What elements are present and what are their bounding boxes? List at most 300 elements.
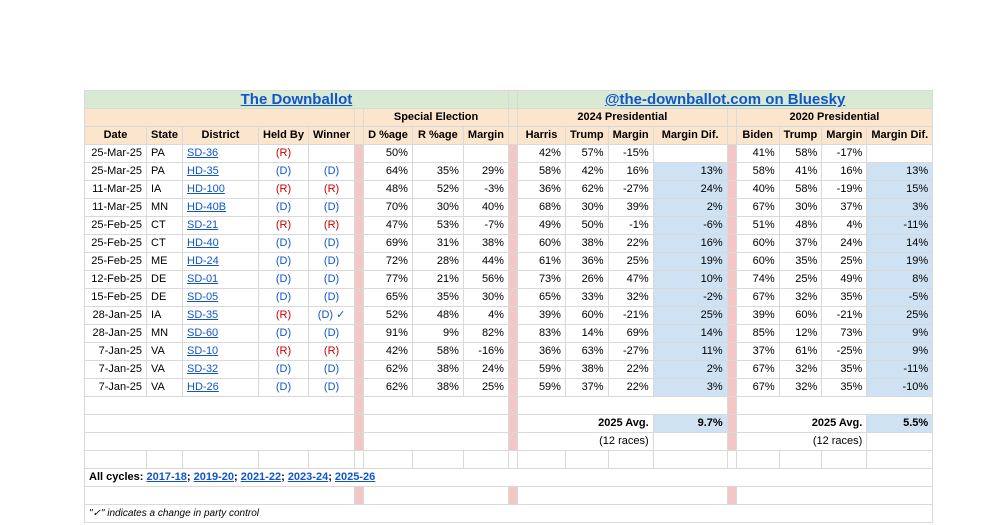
harris-cell: 65% <box>517 289 565 307</box>
date-cell: 7-Jan-25 <box>85 379 147 397</box>
trump-2024-cell: 50% <box>565 217 608 235</box>
column-header-row <box>85 127 933 145</box>
margin-dif-2020-cell: 9% <box>867 325 933 343</box>
margin-cell: 56% <box>463 271 508 289</box>
district-cell <box>183 235 259 253</box>
margin-dif-2024-cell: 25% <box>653 307 727 325</box>
margin-dif-2020-cell: -11% <box>867 361 933 379</box>
harris-cell: 83% <box>517 325 565 343</box>
margin-2024-cell: -27% <box>608 343 653 361</box>
election-results-sheet <box>84 90 933 523</box>
harris-cell: 68% <box>517 199 565 217</box>
date-cell: 28-Jan-25 <box>85 307 147 325</box>
district-link[interactable]: SD-60 <box>187 327 219 339</box>
district-cell <box>183 361 259 379</box>
margin-dif-2020-cell: 3% <box>867 199 933 217</box>
column-divider <box>508 289 517 307</box>
column-divider <box>727 109 736 127</box>
biden-cell: 67% <box>736 199 779 217</box>
date-cell: 7-Jan-25 <box>85 361 147 379</box>
district-link[interactable]: SD-10 <box>187 345 219 357</box>
winner-party: (R) <box>323 345 340 357</box>
held-by-cell: (D) <box>259 325 309 343</box>
cycle-link[interactable]: 2025-26 <box>334 471 376 483</box>
margin-2020-cell: 49% <box>822 271 867 289</box>
date-cell: 25-Mar-25 <box>85 145 147 163</box>
winner-cell <box>308 253 354 271</box>
column-divider <box>355 361 364 379</box>
cycle-link[interactable]: 2021-22 <box>240 471 282 483</box>
biden-cell: 51% <box>736 217 779 235</box>
trump-2020-cell: 32% <box>779 361 822 379</box>
col-header-margin-dif-2024: Margin Dif. <box>653 127 727 145</box>
margin-cell: -16% <box>463 343 508 361</box>
col-header-margin-2020: Margin <box>822 127 867 145</box>
margin-dif-2024-cell: 10% <box>653 271 727 289</box>
trump-2020-cell: 32% <box>779 379 822 397</box>
winner-party: (R) <box>323 219 340 231</box>
margin-2024-cell: -27% <box>608 181 653 199</box>
col-header-trump-2024: Trump <box>565 127 608 145</box>
trump-2020-cell: 60% <box>779 307 822 325</box>
district-cell <box>183 379 259 397</box>
column-divider <box>355 253 364 271</box>
harris-cell: 61% <box>517 253 565 271</box>
column-divider <box>508 271 517 289</box>
races-note-2024: (12 races) <box>517 433 653 451</box>
district-link[interactable]: HD-26 <box>187 381 219 393</box>
trump-2024-cell: 57% <box>565 145 608 163</box>
column-divider <box>727 235 736 253</box>
margin-dif-2024-cell: 24% <box>653 181 727 199</box>
margin-dif-2024-cell: -2% <box>653 289 727 307</box>
winner-party: (D) <box>323 363 340 375</box>
races-count-row <box>85 433 933 451</box>
column-divider <box>355 109 364 127</box>
trump-2020-cell: 61% <box>779 343 822 361</box>
margin-2024-cell: -1% <box>608 217 653 235</box>
column-divider <box>355 433 364 451</box>
winner-party: (D) <box>323 255 340 267</box>
district-cell <box>183 325 259 343</box>
trump-2024-cell: 42% <box>565 163 608 181</box>
trump-2020-cell: 12% <box>779 325 822 343</box>
column-divider <box>508 343 517 361</box>
trump-2020-cell: 25% <box>779 271 822 289</box>
d-pct-cell: 77% <box>364 271 413 289</box>
table-row <box>85 307 933 325</box>
winner-party: (D) <box>323 291 340 303</box>
column-divider <box>727 289 736 307</box>
winner-party: (D) <box>323 273 340 285</box>
d-pct-cell: 70% <box>364 199 413 217</box>
winner-party: (R) <box>323 183 340 195</box>
district-cell <box>183 217 259 235</box>
table-row <box>85 253 933 271</box>
margin-cell: 24% <box>463 361 508 379</box>
state-cell: MN <box>147 199 183 217</box>
col-header-margin-dif-2020: Margin Dif. <box>867 127 933 145</box>
margin-cell: -3% <box>463 181 508 199</box>
margin-cell: 82% <box>463 325 508 343</box>
biden-cell: 60% <box>736 235 779 253</box>
spacer-row <box>85 487 933 505</box>
cycle-link[interactable]: 2023-24 <box>287 471 329 483</box>
d-pct-cell: 62% <box>364 379 413 397</box>
trump-2024-cell: 62% <box>565 181 608 199</box>
col-header-biden: Biden <box>736 127 779 145</box>
winner-party: (D) <box>323 201 340 213</box>
bluesky-title-link[interactable]: @the-downballot.com on Bluesky <box>517 91 932 109</box>
column-divider <box>727 361 736 379</box>
d-pct-cell: 48% <box>364 181 413 199</box>
district-link[interactable]: SD-35 <box>187 309 219 321</box>
trump-2020-cell: 48% <box>779 217 822 235</box>
column-divider <box>355 271 364 289</box>
margin-dif-2020-cell: -11% <box>867 217 933 235</box>
biden-cell: 67% <box>736 379 779 397</box>
margin-2020-cell: 35% <box>822 361 867 379</box>
winner-cell <box>308 181 354 199</box>
biden-cell: 74% <box>736 271 779 289</box>
r-pct-cell: 35% <box>412 163 463 181</box>
date-cell: 7-Jan-25 <box>85 343 147 361</box>
r-pct-cell: 31% <box>412 235 463 253</box>
district-link[interactable]: SD-05 <box>187 291 219 303</box>
margin-cell <box>463 145 508 163</box>
margin-dif-2020-cell: 25% <box>867 307 933 325</box>
district-cell <box>183 271 259 289</box>
col-header-r-pct: R %age <box>412 127 463 145</box>
column-divider <box>508 145 517 163</box>
winner-cell <box>308 289 354 307</box>
margin-2024-cell: 25% <box>608 253 653 271</box>
column-divider <box>355 325 364 343</box>
margin-2024-cell: -21% <box>608 307 653 325</box>
state-cell: IA <box>147 181 183 199</box>
margin-2020-cell: 35% <box>822 379 867 397</box>
harris-cell: 49% <box>517 217 565 235</box>
margin-2020-cell: 4% <box>822 217 867 235</box>
r-pct-cell: 30% <box>412 199 463 217</box>
margin-cell: 44% <box>463 253 508 271</box>
d-pct-cell: 91% <box>364 325 413 343</box>
table-row <box>85 181 933 199</box>
state-cell: PA <box>147 145 183 163</box>
harris-cell: 58% <box>517 163 565 181</box>
district-link[interactable]: HD-35 <box>187 165 219 177</box>
r-pct-cell: 35% <box>412 289 463 307</box>
col-header-harris: Harris <box>517 127 565 145</box>
column-divider <box>727 181 736 199</box>
column-divider <box>727 487 736 505</box>
column-divider <box>727 343 736 361</box>
trump-2024-cell: 60% <box>565 307 608 325</box>
winner-cell <box>308 235 354 253</box>
margin-dif-2024-cell: 14% <box>653 325 727 343</box>
winner-cell <box>308 379 354 397</box>
column-divider <box>355 487 364 505</box>
cycle-link[interactable]: 2019-20 <box>193 471 234 483</box>
avg-2024-label: 2025 Avg. <box>517 415 653 433</box>
margin-2020-cell: 73% <box>822 325 867 343</box>
margin-2024-cell: 22% <box>608 235 653 253</box>
margin-dif-2020-cell <box>867 145 933 163</box>
table-row <box>85 343 933 361</box>
margin-2024-cell: 47% <box>608 271 653 289</box>
avg-2020-label: 2025 Avg. <box>736 415 867 433</box>
r-pct-cell <box>412 145 463 163</box>
section-header-row <box>85 109 933 127</box>
column-divider <box>508 325 517 343</box>
margin-2020-cell: -21% <box>822 307 867 325</box>
margin-2024-cell: 16% <box>608 163 653 181</box>
footnote-row <box>85 505 933 523</box>
margin-2024-cell: 22% <box>608 361 653 379</box>
avg-2020-value: 5.5% <box>867 415 933 433</box>
harris-cell: 59% <box>517 379 565 397</box>
harris-cell: 36% <box>517 181 565 199</box>
date-cell: 25-Feb-25 <box>85 235 147 253</box>
r-pct-cell: 58% <box>412 343 463 361</box>
district-cell <box>183 199 259 217</box>
column-divider <box>727 145 736 163</box>
r-pct-cell: 9% <box>412 325 463 343</box>
footnote-text: "✓" indicates a change in party control <box>85 505 933 523</box>
biden-cell: 37% <box>736 343 779 361</box>
held-by-cell: (R) <box>259 181 309 199</box>
held-by-cell: (R) <box>259 145 309 163</box>
trump-2024-cell: 30% <box>565 199 608 217</box>
column-divider <box>355 307 364 325</box>
winner-cell <box>308 163 354 181</box>
winner-party: (D) <box>317 309 334 321</box>
date-cell: 25-Mar-25 <box>85 163 147 181</box>
margin-2020-cell: -17% <box>822 145 867 163</box>
col-header-winner: Winner <box>308 127 354 145</box>
table-row <box>85 271 933 289</box>
trump-2020-cell: 58% <box>779 145 822 163</box>
trump-2024-cell: 14% <box>565 325 608 343</box>
harris-cell: 36% <box>517 343 565 361</box>
column-divider <box>508 307 517 325</box>
d-pct-cell: 42% <box>364 343 413 361</box>
presidential-2024-header: 2024 Presidential <box>517 109 727 127</box>
harris-cell: 59% <box>517 361 565 379</box>
district-link[interactable]: SD-32 <box>187 363 219 375</box>
biden-cell: 58% <box>736 163 779 181</box>
margin-2020-cell: 24% <box>822 235 867 253</box>
r-pct-cell: 52% <box>412 181 463 199</box>
held-by-cell: (D) <box>259 289 309 307</box>
col-header-state: State <box>147 127 183 145</box>
column-divider <box>355 379 364 397</box>
district-link[interactable]: SD-01 <box>187 273 219 285</box>
margin-2020-cell: -19% <box>822 181 867 199</box>
column-divider <box>727 415 736 433</box>
margin-dif-2020-cell: 9% <box>867 343 933 361</box>
winner-cell <box>308 217 354 235</box>
column-divider <box>508 109 517 127</box>
column-divider <box>508 199 517 217</box>
column-divider <box>508 379 517 397</box>
trump-2024-cell: 36% <box>565 253 608 271</box>
races-note-2020: (12 races) <box>736 433 867 451</box>
margin-2020-cell: 16% <box>822 163 867 181</box>
district-link[interactable]: HD-24 <box>187 255 219 267</box>
district-cell <box>183 289 259 307</box>
column-divider <box>727 253 736 271</box>
biden-cell: 67% <box>736 289 779 307</box>
column-divider <box>508 217 517 235</box>
margin-dif-2024-cell: 19% <box>653 253 727 271</box>
margin-dif-2024-cell: -6% <box>653 217 727 235</box>
district-cell <box>183 307 259 325</box>
district-link[interactable]: HD-40B <box>187 201 227 213</box>
margin-2020-cell: 35% <box>822 289 867 307</box>
held-by-cell: (D) <box>259 253 309 271</box>
winner-cell <box>308 271 354 289</box>
margin-cell: 30% <box>463 289 508 307</box>
biden-cell: 67% <box>736 361 779 379</box>
downballot-title-link[interactable]: The Downballot <box>85 91 509 109</box>
trump-2024-cell: 37% <box>565 379 608 397</box>
col-header-held-by: Held By <box>259 127 309 145</box>
margin-cell: -7% <box>463 217 508 235</box>
col-header-trump-2020: Trump <box>779 127 822 145</box>
biden-cell: 60% <box>736 253 779 271</box>
trump-2020-cell: 35% <box>779 253 822 271</box>
winner-party: (D) <box>323 381 340 393</box>
col-header-margin-2024: Margin <box>608 127 653 145</box>
margin-dif-2020-cell: -10% <box>867 379 933 397</box>
held-by-cell: (D) <box>259 235 309 253</box>
d-pct-cell: 62% <box>364 361 413 379</box>
column-divider <box>727 271 736 289</box>
district-cell <box>183 181 259 199</box>
margin-dif-2024-cell: 11% <box>653 343 727 361</box>
col-header-date: Date <box>85 127 147 145</box>
held-by-cell: (D) <box>259 199 309 217</box>
winner-party: (D) <box>323 327 340 339</box>
held-by-cell: (D) <box>259 271 309 289</box>
district-link[interactable]: SD-21 <box>187 219 219 231</box>
margin-2020-cell: -25% <box>822 343 867 361</box>
date-cell: 25-Feb-25 <box>85 253 147 271</box>
district-cell <box>183 163 259 181</box>
table-row <box>85 361 933 379</box>
date-cell: 25-Feb-25 <box>85 217 147 235</box>
margin-2024-cell: 69% <box>608 325 653 343</box>
column-divider <box>727 307 736 325</box>
trump-2024-cell: 38% <box>565 361 608 379</box>
margin-dif-2024-cell: 16% <box>653 235 727 253</box>
d-pct-cell: 50% <box>364 145 413 163</box>
table-row <box>85 289 933 307</box>
margin-2024-cell: -15% <box>608 145 653 163</box>
state-cell: PA <box>147 163 183 181</box>
column-divider <box>355 343 364 361</box>
column-divider <box>355 217 364 235</box>
column-divider <box>508 415 517 433</box>
presidential-2020-header: 2020 Presidential <box>736 109 933 127</box>
cycle-link[interactable]: 2017-18 <box>146 471 187 483</box>
margin-dif-2024-cell: 3% <box>653 379 727 397</box>
column-divider <box>355 235 364 253</box>
district-link[interactable]: SD-36 <box>187 147 219 159</box>
trump-2020-cell: 30% <box>779 199 822 217</box>
r-pct-cell: 38% <box>412 361 463 379</box>
col-header-district: District <box>183 127 259 145</box>
margin-dif-2024-cell <box>653 145 727 163</box>
r-pct-cell: 48% <box>412 307 463 325</box>
margin-2020-cell: 37% <box>822 199 867 217</box>
winner-cell <box>308 145 354 163</box>
biden-cell: 41% <box>736 145 779 163</box>
column-divider <box>508 487 517 505</box>
biden-cell: 39% <box>736 307 779 325</box>
column-divider <box>355 163 364 181</box>
column-divider <box>508 253 517 271</box>
held-by-cell: (D) <box>259 379 309 397</box>
margin-2024-cell: 22% <box>608 379 653 397</box>
column-divider <box>727 163 736 181</box>
trump-2024-cell: 33% <box>565 289 608 307</box>
district-link[interactable]: HD-40 <box>187 237 219 249</box>
district-cell <box>183 253 259 271</box>
column-divider <box>508 433 517 451</box>
trump-2020-cell: 37% <box>779 235 822 253</box>
column-divider <box>508 163 517 181</box>
margin-cell: 38% <box>463 235 508 253</box>
winner-party: (D) <box>323 165 340 177</box>
state-cell: DE <box>147 289 183 307</box>
district-link[interactable]: HD-100 <box>187 183 225 195</box>
table-row <box>85 145 933 163</box>
col-header-margin: Margin <box>463 127 508 145</box>
state-cell: CT <box>147 235 183 253</box>
column-divider <box>355 199 364 217</box>
trump-2020-cell: 41% <box>779 163 822 181</box>
biden-cell: 85% <box>736 325 779 343</box>
held-by-cell: (R) <box>259 217 309 235</box>
date-cell: 11-Mar-25 <box>85 181 147 199</box>
column-divider <box>508 127 517 145</box>
trump-2024-cell: 26% <box>565 271 608 289</box>
margin-2024-cell: 32% <box>608 289 653 307</box>
d-pct-cell: 69% <box>364 235 413 253</box>
date-cell: 28-Jan-25 <box>85 325 147 343</box>
state-cell: VA <box>147 361 183 379</box>
column-divider <box>508 361 517 379</box>
column-divider <box>355 181 364 199</box>
margin-cell: 25% <box>463 379 508 397</box>
column-divider <box>727 397 736 415</box>
title-row <box>85 91 933 109</box>
state-cell: VA <box>147 379 183 397</box>
table-row <box>85 199 933 217</box>
flip-check-icon: ✓ <box>336 309 346 321</box>
winner-cell <box>308 361 354 379</box>
biden-cell: 40% <box>736 181 779 199</box>
table-row <box>85 379 933 397</box>
district-cell <box>183 343 259 361</box>
margin-dif-2024-cell: 2% <box>653 361 727 379</box>
harris-cell: 42% <box>517 145 565 163</box>
average-row <box>85 415 933 433</box>
state-cell: DE <box>147 271 183 289</box>
margin-dif-2020-cell: 13% <box>867 163 933 181</box>
